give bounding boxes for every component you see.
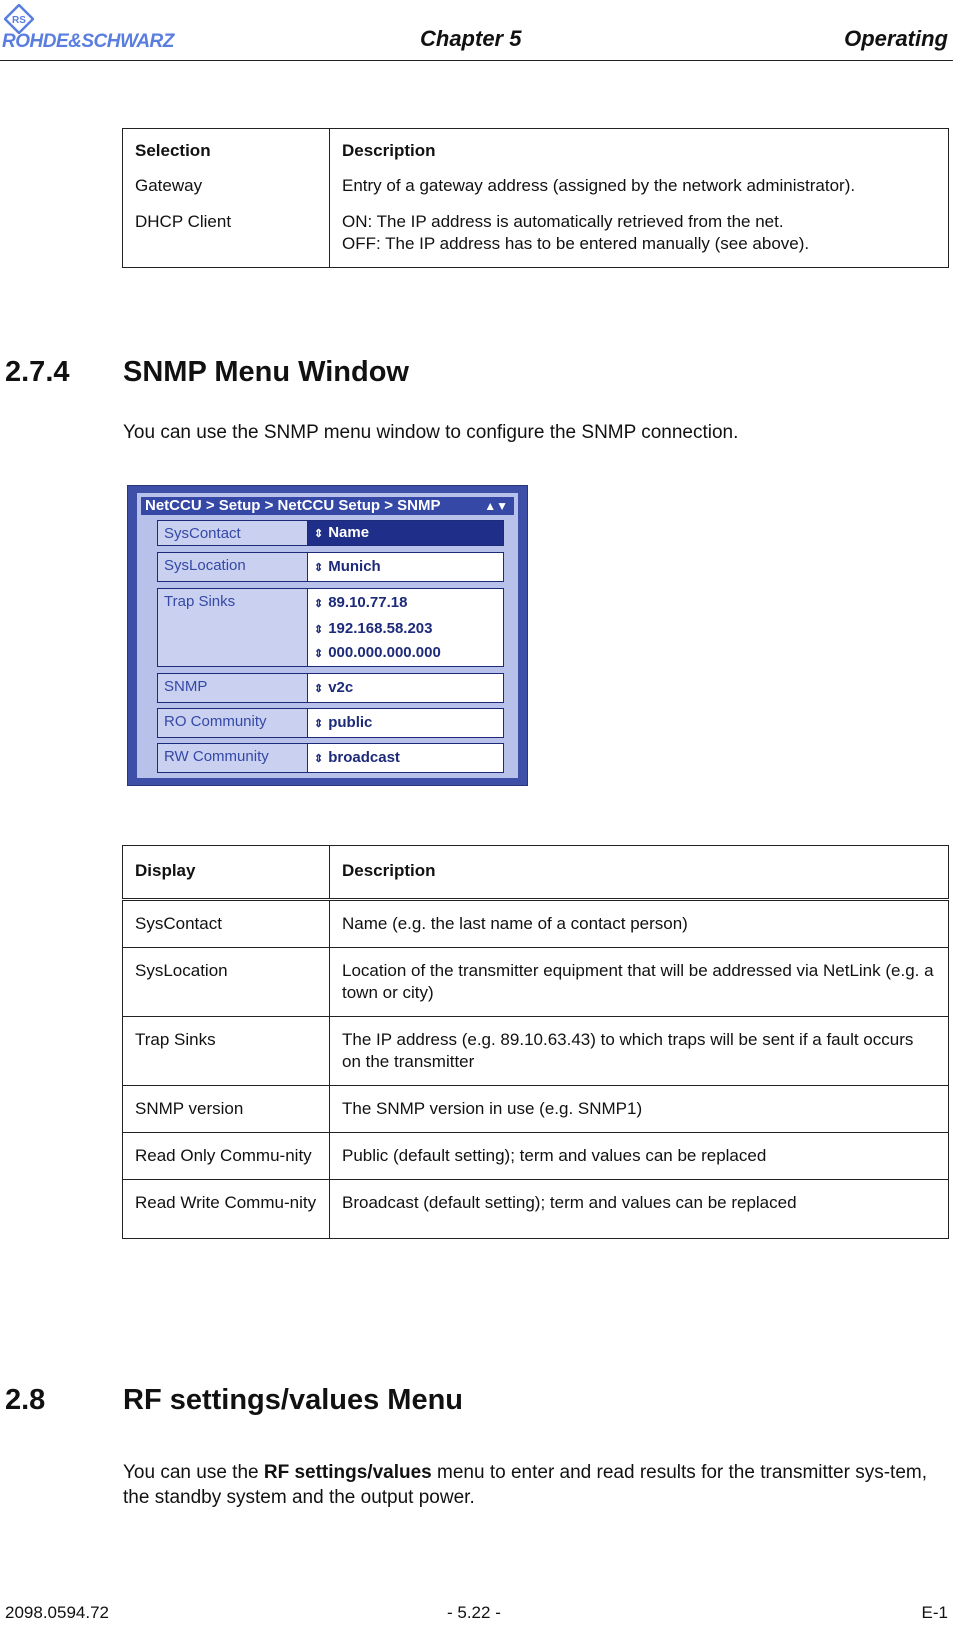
display-cell: SysLocation [123,948,330,1017]
description-line: OFF: The IP address has to be entered manually (see above). [342,234,810,253]
up-down-arrow-icon: ⇕ [314,648,324,660]
value-text: v2c [328,679,354,696]
table-row [123,1133,949,1180]
value-text: Munich [328,558,381,575]
logo-text: ROHDE&SCHWARZ [2,31,174,52]
menu-path: NetCCU > Setup > NetCCU Setup > SNMP [145,497,441,514]
description-cell [330,211,949,268]
table-row [123,948,949,1017]
text-run: menu to enter and read results for the transmitter sys-tem, the standby system and the output power. [123,1462,928,1508]
field-trap-sinks[interactable] [157,588,504,667]
up-down-arrow-icon: ⇕ [314,753,324,765]
description-cell: Location of the transmitter equipment that will be addressed via NetLink (e.g. a town or city) [330,948,949,1017]
field-label: SNMP [158,674,308,702]
text-run: You can use the [123,1462,264,1483]
table-row [123,1086,949,1133]
up-down-arrow-icon[interactable]: ▲▼ [484,499,508,513]
rs-diamond-icon [4,4,34,34]
table-row [123,1180,949,1239]
up-down-arrow-icon: ⇕ [314,683,324,695]
section-title: RF settings/values Menu [123,1384,464,1416]
header-divider [0,60,953,61]
field-label: SysLocation [158,553,308,581]
section-title: SNMP Menu Window [123,356,409,388]
display-cell: Read Write Commu-nity [123,1180,330,1239]
description-cell: Entry of a gateway address (assigned by the network administrator). [342,176,856,195]
field-syslocation[interactable] [157,552,504,582]
brand-logo [2,4,227,54]
display-table [122,845,949,1239]
field-label: SysContact [158,521,308,545]
snmp-menu-body [137,493,518,778]
column-header-description: Description [330,846,949,900]
svg-text:RS: RS [12,15,26,26]
field-label: Trap Sinks [158,589,308,666]
value-text: 192.168.58.203 [328,620,433,637]
field-value[interactable] [314,524,369,541]
field-syscontact[interactable] [157,520,504,546]
menu-name-bold: RF settings/values [263,1462,432,1483]
value-text: public [328,714,373,731]
description-cell: Broadcast (default setting); term and values can be replaced [342,1193,797,1212]
column-header-display: Display [123,846,330,900]
field-ro-community[interactable] [157,708,504,738]
page-header [0,0,953,62]
display-cell: SysContact [123,900,330,948]
table-row [123,1017,949,1086]
field-value[interactable] [314,749,400,766]
section-name: Operating [844,26,948,51]
snmp-menu-title-bar [141,497,514,515]
selection-table [122,128,949,268]
up-down-arrow-icon: ⇕ [314,718,324,730]
snmp-menu-window [127,485,528,786]
field-value[interactable] [314,714,372,731]
footer-edition: E-1 [921,1603,948,1622]
field-rw-community[interactable] [157,743,504,773]
column-header-selection: Selection [123,129,330,176]
field-value[interactable] [314,558,381,575]
column-header-description: Description [342,141,436,160]
table-row [123,175,949,211]
trap-sink-value[interactable] [314,644,441,661]
value-text: 89.10.77.18 [328,594,408,611]
footer-page-number: - 5.22 - [447,1603,501,1622]
up-down-arrow-icon: ⇕ [314,528,324,540]
selection-cell: Gateway [123,175,330,211]
value-text: broadcast [328,749,400,766]
up-down-arrow-icon: ⇕ [314,598,324,610]
section-intro-text: You can use the SNMP menu window to configure the SNMP connection. [123,422,739,443]
field-value[interactable] [314,679,353,696]
section-number: 2.7.4 [5,356,70,388]
trap-sink-value[interactable] [314,620,433,637]
footer-doc-number: 2098.0594.72 [5,1603,109,1622]
up-down-arrow-icon: ⇕ [314,562,324,574]
field-label: RO Community [158,709,308,737]
table-header-row [123,129,949,176]
field-snmp[interactable] [157,673,504,703]
table-header-row [123,846,949,900]
selection-cell: DHCP Client [123,211,330,268]
chapter-title: Chapter 5 [420,26,522,51]
description-cell: The IP address (e.g. 89.10.63.43) to which traps will be sent if a fault occurs on the transmitter [330,1017,949,1086]
table-row [123,900,949,948]
section-body-text [123,1460,948,1510]
trap-sink-value[interactable] [314,594,407,611]
display-cell: Trap Sinks [123,1017,330,1086]
up-down-arrow-icon: ⇕ [314,624,324,636]
description-cell: Name (e.g. the last name of a contact person) [330,900,949,948]
value-text: 000.000.000.000 [328,644,441,661]
value-text: Name [328,524,370,541]
description-cell: Public (default setting); term and values can be replaced [330,1133,949,1180]
section-number: 2.8 [5,1384,46,1416]
description-cell: The SNMP version in use (e.g. SNMP1) [330,1086,949,1133]
table-row [123,211,949,268]
display-cell: Read Only Commu-nity [123,1133,330,1180]
description-line: ON: The IP address is automatically retrieved from the net. [342,212,784,231]
display-cell: SNMP version [123,1086,330,1133]
field-label: RW Community [158,744,308,772]
